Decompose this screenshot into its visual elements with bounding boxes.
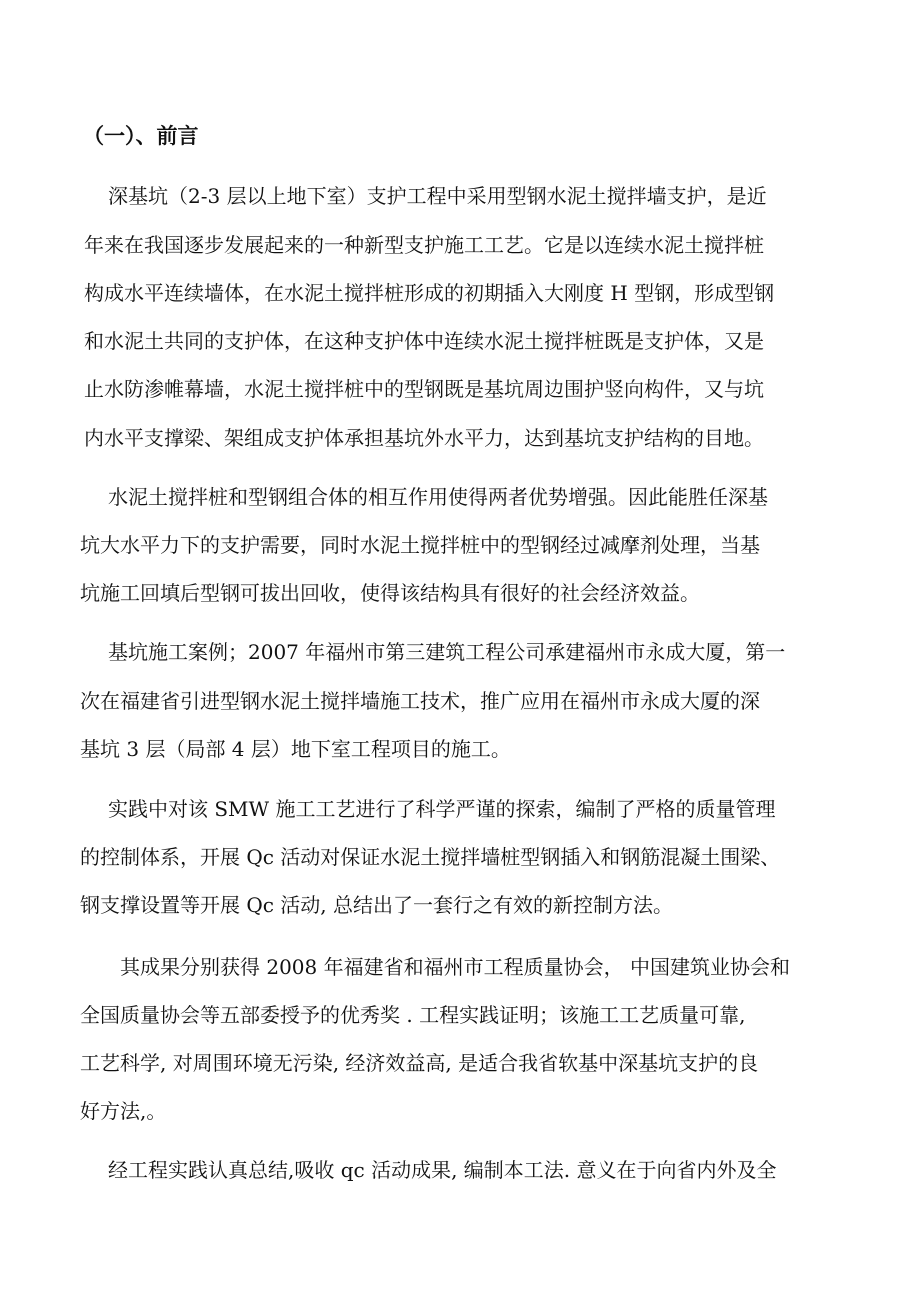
paragraph-1-line-5: 止水防渗帷幕墙，水泥土搅拌桩中的型钢既是基坑周边围护竖向构件，又与坑 xyxy=(84,377,764,401)
paragraph-6-line-1: 经工程实践认真总结,吸收 qc 活动成果, 编制本工法. 意义在于向省内外及全 xyxy=(108,1158,777,1182)
section-heading: （一）、前言 xyxy=(83,123,199,148)
paragraph-5-line-3: 工艺科学, 对周围环境无污染, 经济效益高, 是适合我省软基中深基坑支护的良 xyxy=(80,1051,759,1075)
paragraph-3-line-3: 基坑 3 层（局部 4 层）地下室工程项目的施工。 xyxy=(80,737,511,761)
paragraph-5-line-1: 其成果分别获得 2008 年福建省和福州市工程质量协会， 中国建筑业协会和 xyxy=(120,955,790,979)
paragraph-5-line-4: 好方法,。 xyxy=(80,1099,167,1123)
paragraph-2-line-1: 水泥土搅拌桩和型钢组合体的相互作用使得两者优势增强。因此能胜任深基 xyxy=(108,485,768,509)
paragraph-1-line-2: 年来在我国逐步发展起来的一种新型支护施工工艺。它是以连续水泥土搅拌桩 xyxy=(84,233,764,257)
paragraph-4-line-2: 的控制体系，开展 Qc 活动对保证水泥土搅拌墙桩型钢插入和钢筋混凝土围梁、 xyxy=(80,845,781,869)
paragraph-4-line-3: 钢支撑设置等开展 Qc 活动, 总结出了一套行之有效的新控制方法。 xyxy=(80,893,674,917)
paragraph-2-line-3: 坑施工回填后型钢可拔出回收，使得该结构具有很好的社会经济效益。 xyxy=(80,581,700,605)
paragraph-5-line-2: 全国质量协会等五部委授予的优秀奖 . 工程实践证明；该施工工艺质量可靠, xyxy=(80,1003,746,1027)
paragraph-3-line-2: 次在福建省引进型钢水泥土搅拌墙施工技术，推广应用在福州市永成大厦的深 xyxy=(80,689,760,713)
paragraph-1-line-6: 内水平支撑梁、架组成支护体承担基坑外水平力，达到基坑支护结构的目地。 xyxy=(84,426,764,450)
paragraph-1-line-3: 构成水平连续墙体，在水泥土搅拌桩形成的初期插入大刚度 H 型钢，形成型钢 xyxy=(84,281,775,305)
paragraph-1-line-1: 深基坑（2-3 层以上地下室）支护工程中采用型钢水泥土搅拌墙支护，是近 xyxy=(108,184,767,208)
paragraph-1-line-4: 和水泥土共同的支护体，在这种支护体中连续水泥土搅拌桩既是支护体，又是 xyxy=(84,329,764,353)
paragraph-4-line-1: 实践中对该 SMW 施工工艺进行了科学严谨的探索，编制了严格的质量管理 xyxy=(108,797,776,821)
paragraph-3-line-1: 基坑施工案例；2007 年福州市第三建筑工程公司承建福州市永成大厦，第一 xyxy=(108,640,786,664)
paragraph-2-line-2: 坑大水平力下的支护需要，同时水泥土搅拌桩中的型钢经过减摩剂处理，当基 xyxy=(80,533,760,557)
